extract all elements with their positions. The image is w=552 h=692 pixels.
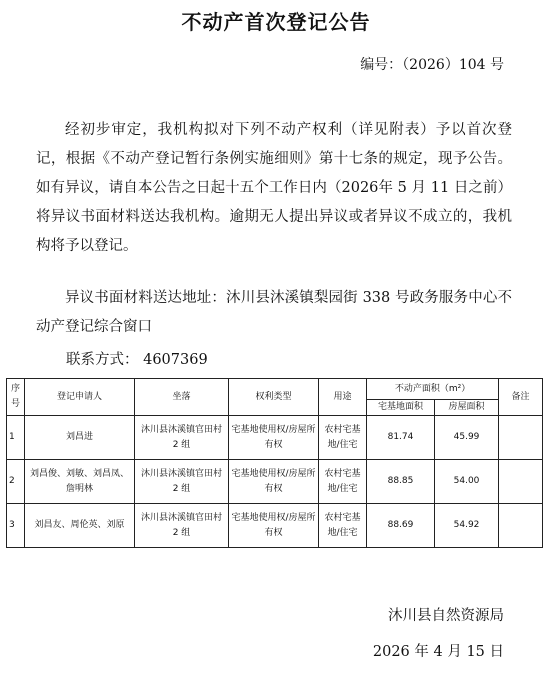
cell-remark (499, 504, 543, 548)
cell-use: 农村宅基地/住宅 (319, 460, 367, 504)
cell-right-type: 宅基地使用权/房屋所有权 (229, 416, 319, 460)
cell-seq: 2 (7, 460, 25, 504)
registration-table (6, 378, 543, 548)
cell-seq: 1 (7, 416, 25, 460)
notice-paragraph: 经初步审定，我机构拟对下列不动产权利（详见附表）予以首次登记，根据《不动产登记暂行条例实施细则》第十七条的规定，现予公告。如有异议，请自本公告之日起十五个工作日内（2026年 5 月 11 日之前）将异议书面材料送达我机构。逾期无人提出异议或者异议不成立的，我机构将予以登记。 (36, 122, 512, 254)
cell-location: 沐川县沐溪镇官田村 2 组 (135, 416, 229, 460)
contact-info: 联系方式： 4607369 (66, 352, 208, 368)
cell-house-area: 54.00 (435, 460, 499, 504)
cell-applicant: 刘昌俊、刘敏、刘昌凤、詹明林 (25, 460, 135, 504)
table-row (7, 416, 543, 460)
cell-land-area: 81.74 (367, 416, 435, 460)
header-land-area: 宅基地面积 (367, 400, 435, 416)
cell-remark (499, 460, 543, 504)
cell-location: 沐川县沐溪镇官田村 2 组 (135, 504, 229, 548)
header-seq: 序号 (7, 379, 25, 416)
cell-remark (499, 416, 543, 460)
issuing-organization: 沐川县自然资源局 (388, 608, 504, 624)
header-right-type: 权利类型 (229, 379, 319, 416)
cell-applicant: 刘昌友、周伦英、刘原 (25, 504, 135, 548)
cell-seq: 3 (7, 504, 25, 548)
document-number: 编号：（2026）104 号 (360, 57, 504, 73)
cell-right-type: 宅基地使用权/房屋所有权 (229, 504, 319, 548)
table-row (7, 504, 543, 548)
objection-address-paragraph: 异议书面材料送达地址：沐川县沐溪镇梨园街 338 号政务服务中心不动产登记综合窗口 (36, 290, 512, 335)
cell-land-area: 88.85 (367, 460, 435, 504)
header-location: 坐落 (135, 379, 229, 416)
cell-location: 沐川县沐溪镇官田村 2 组 (135, 460, 229, 504)
cell-applicant: 刘昌进 (25, 416, 135, 460)
cell-house-area: 45.99 (435, 416, 499, 460)
header-area-group: 不动产面积（m²） (367, 379, 499, 400)
page-title: 不动产首次登记公告 (181, 10, 371, 34)
cell-house-area: 54.92 (435, 504, 499, 548)
cell-right-type: 宅基地使用权/房屋所有权 (229, 460, 319, 504)
cell-use: 农村宅基地/住宅 (319, 504, 367, 548)
table-row (7, 460, 543, 504)
header-house-area: 房屋面积 (435, 400, 499, 416)
header-use: 用途 (319, 379, 367, 416)
table-header-row (7, 379, 543, 400)
header-remark: 备注 (499, 379, 543, 416)
cell-use: 农村宅基地/住宅 (319, 416, 367, 460)
cell-land-area: 88.69 (367, 504, 435, 548)
header-applicant: 登记申请人 (25, 379, 135, 416)
issue-date: 2026 年 4 月 15 日 (372, 644, 504, 660)
